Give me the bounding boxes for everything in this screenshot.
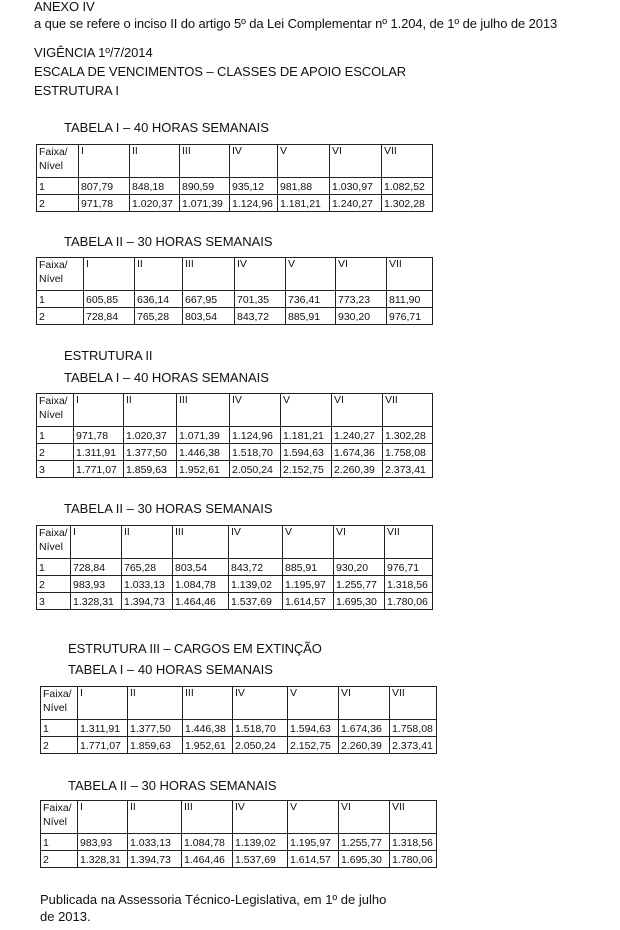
level-header: II bbox=[122, 526, 173, 559]
level-header: VII bbox=[390, 801, 437, 834]
salary-cell: 1.318,56 bbox=[390, 834, 437, 851]
salary-table bbox=[36, 257, 433, 325]
faixa-label: Faixa/ bbox=[39, 146, 68, 158]
salary-cell: 1.614,57 bbox=[283, 593, 334, 610]
salary-cell: 1.181,21 bbox=[278, 195, 330, 212]
salary-cell: 728,84 bbox=[84, 308, 135, 325]
level-header: V bbox=[288, 687, 339, 720]
publication-note-line: Publicada na Assessoria Técnico-Legislativa, em 1º de julho bbox=[40, 892, 387, 907]
table-row bbox=[41, 737, 437, 754]
level-header: II bbox=[135, 258, 183, 291]
level-header: III bbox=[183, 258, 235, 291]
salary-cell: 1.139,02 bbox=[229, 576, 283, 593]
table-row bbox=[37, 195, 433, 212]
faixa-nivel-header bbox=[37, 145, 79, 178]
salary-cell: 1.195,97 bbox=[288, 834, 339, 851]
salary-cell: 1.394,73 bbox=[128, 851, 182, 868]
nivel-label: Nível bbox=[39, 541, 63, 553]
salary-table bbox=[36, 144, 433, 212]
table-header-row bbox=[37, 394, 433, 427]
salary-cell: 1.394,73 bbox=[122, 593, 173, 610]
level-header: V bbox=[278, 145, 330, 178]
salary-cell: 843,72 bbox=[229, 559, 283, 576]
table-header-row bbox=[41, 801, 437, 834]
level-header: V bbox=[288, 801, 339, 834]
annex-reference: a que se refere o inciso II do artigo 5º da Lei Complementar nº 1.204, de 1º de julho de 2013 bbox=[34, 16, 558, 31]
level-header: VI bbox=[336, 258, 387, 291]
salary-cell: 1.311,91 bbox=[78, 720, 128, 737]
table-row bbox=[37, 576, 433, 593]
level-header: I bbox=[78, 687, 128, 720]
faixa-cell: 2 bbox=[37, 576, 71, 593]
vigencia-label: VIGÊNCIA 1º/7/2014 bbox=[34, 45, 153, 60]
level-header: IV bbox=[233, 801, 288, 834]
level-header: II bbox=[128, 687, 183, 720]
salary-cell: 1.758,08 bbox=[390, 720, 437, 737]
salary-cell: 736,41 bbox=[286, 291, 336, 308]
salary-cell: 890,59 bbox=[180, 178, 230, 195]
salary-cell: 765,28 bbox=[122, 559, 173, 576]
table-row bbox=[37, 178, 433, 195]
salary-cell: 2.373,41 bbox=[383, 461, 433, 478]
level-header: II bbox=[128, 801, 182, 834]
table-row bbox=[37, 308, 433, 325]
level-header: I bbox=[79, 145, 130, 178]
salary-cell: 1.780,06 bbox=[385, 593, 433, 610]
salary-cell: 2.152,75 bbox=[281, 461, 332, 478]
annex-title: ANEXO IV bbox=[34, 0, 95, 14]
salary-cell: 1.124,96 bbox=[230, 195, 278, 212]
faixa-cell: 1 bbox=[37, 178, 79, 195]
scale-title: ESCALA DE VENCIMENTOS – CLASSES DE APOIO ESCOLAR bbox=[34, 64, 407, 79]
salary-cell: 1.859,63 bbox=[128, 737, 183, 754]
level-header: V bbox=[286, 258, 336, 291]
salary-cell: 811,90 bbox=[387, 291, 433, 308]
salary-cell: 983,93 bbox=[71, 576, 122, 593]
table-row bbox=[41, 834, 437, 851]
salary-cell: 1.952,61 bbox=[183, 737, 233, 754]
structure-title: ESTRUTURA III – CARGOS EM EXTINÇÃO bbox=[68, 641, 322, 656]
salary-cell: 1.780,06 bbox=[390, 851, 437, 868]
level-header: III bbox=[183, 687, 233, 720]
salary-cell: 773,23 bbox=[336, 291, 387, 308]
level-header: VI bbox=[332, 394, 383, 427]
level-header: I bbox=[74, 394, 124, 427]
salary-cell: 1.464,46 bbox=[173, 593, 229, 610]
nivel-label: Nível bbox=[39, 409, 63, 421]
salary-cell: 2.050,24 bbox=[233, 737, 288, 754]
table-title: TABELA I – 40 HORAS SEMANAIS bbox=[64, 120, 269, 135]
salary-cell: 605,85 bbox=[84, 291, 135, 308]
salary-cell: 1.302,28 bbox=[383, 427, 433, 444]
salary-cell: 848,18 bbox=[130, 178, 180, 195]
salary-cell: 2.152,75 bbox=[288, 737, 339, 754]
salary-cell: 885,91 bbox=[283, 559, 334, 576]
level-header: VI bbox=[334, 526, 385, 559]
salary-cell: 971,78 bbox=[74, 427, 124, 444]
level-header: I bbox=[84, 258, 135, 291]
salary-cell: 728,84 bbox=[71, 559, 122, 576]
level-header: V bbox=[281, 394, 332, 427]
level-header: II bbox=[124, 394, 177, 427]
salary-cell: 2.260,39 bbox=[339, 737, 390, 754]
nivel-label: Nível bbox=[43, 816, 67, 828]
level-header: III bbox=[177, 394, 230, 427]
salary-cell: 1.020,37 bbox=[124, 427, 177, 444]
table-header-row bbox=[37, 258, 433, 291]
faixa-cell: 1 bbox=[37, 559, 71, 576]
faixa-label: Faixa/ bbox=[43, 688, 72, 700]
salary-table bbox=[40, 800, 437, 868]
faixa-cell: 1 bbox=[37, 291, 84, 308]
salary-cell: 803,54 bbox=[183, 308, 235, 325]
faixa-label: Faixa/ bbox=[39, 527, 68, 539]
salary-cell: 976,71 bbox=[385, 559, 433, 576]
salary-table bbox=[36, 393, 433, 478]
faixa-cell: 1 bbox=[41, 720, 78, 737]
salary-cell: 1.674,36 bbox=[332, 444, 383, 461]
salary-cell: 1.084,78 bbox=[173, 576, 229, 593]
salary-cell: 1.695,30 bbox=[334, 593, 385, 610]
salary-cell: 1.302,28 bbox=[382, 195, 433, 212]
faixa-cell: 2 bbox=[37, 444, 74, 461]
nivel-label: Nível bbox=[39, 160, 63, 172]
publication-note bbox=[40, 891, 386, 925]
table-row bbox=[37, 291, 433, 308]
faixa-cell: 2 bbox=[37, 308, 84, 325]
table-header-row bbox=[37, 526, 433, 559]
faixa-cell: 2 bbox=[37, 195, 79, 212]
level-header: V bbox=[283, 526, 334, 559]
level-header: VII bbox=[390, 687, 437, 720]
structure-title: ESTRUTURA I bbox=[34, 83, 119, 98]
salary-cell: 636,14 bbox=[135, 291, 183, 308]
salary-cell: 885,91 bbox=[286, 308, 336, 325]
salary-cell: 1.758,08 bbox=[383, 444, 433, 461]
salary-cell: 803,54 bbox=[173, 559, 229, 576]
table-row bbox=[37, 559, 433, 576]
level-header: VII bbox=[383, 394, 433, 427]
level-header: VII bbox=[387, 258, 433, 291]
salary-cell: 1.518,70 bbox=[233, 720, 288, 737]
salary-cell: 1.071,39 bbox=[177, 427, 230, 444]
level-header: VII bbox=[382, 145, 433, 178]
faixa-cell: 2 bbox=[41, 737, 78, 754]
table-header-row bbox=[41, 687, 437, 720]
salary-cell: 1.033,13 bbox=[128, 834, 182, 851]
faixa-cell: 1 bbox=[41, 834, 78, 851]
salary-cell: 1.082,52 bbox=[382, 178, 433, 195]
salary-cell: 667,95 bbox=[183, 291, 235, 308]
salary-cell: 1.537,69 bbox=[233, 851, 288, 868]
salary-cell: 1.464,46 bbox=[182, 851, 233, 868]
faixa-nivel-header bbox=[37, 526, 71, 559]
salary-cell: 971,78 bbox=[79, 195, 130, 212]
table-row bbox=[41, 851, 437, 868]
faixa-label: Faixa/ bbox=[39, 259, 68, 271]
salary-cell: 1.311,91 bbox=[74, 444, 124, 461]
salary-cell: 1.859,63 bbox=[124, 461, 177, 478]
salary-cell: 1.695,30 bbox=[339, 851, 390, 868]
salary-cell: 2.260,39 bbox=[332, 461, 383, 478]
salary-cell: 983,93 bbox=[78, 834, 128, 851]
salary-cell: 1.771,07 bbox=[78, 737, 128, 754]
salary-cell: 1.377,50 bbox=[128, 720, 183, 737]
faixa-cell: 3 bbox=[37, 461, 74, 478]
salary-cell: 930,20 bbox=[336, 308, 387, 325]
level-header: I bbox=[78, 801, 128, 834]
level-header: IV bbox=[230, 394, 281, 427]
salary-cell: 1.030,97 bbox=[330, 178, 382, 195]
level-header: III bbox=[182, 801, 233, 834]
salary-cell: 1.255,77 bbox=[334, 576, 385, 593]
faixa-cell: 3 bbox=[37, 593, 71, 610]
salary-cell: 976,71 bbox=[387, 308, 433, 325]
faixa-nivel-header bbox=[41, 687, 78, 720]
salary-cell: 1.446,38 bbox=[177, 444, 230, 461]
salary-cell: 935,12 bbox=[230, 178, 278, 195]
salary-cell: 1.318,56 bbox=[385, 576, 433, 593]
faixa-cell: 1 bbox=[37, 427, 74, 444]
salary-cell: 1.614,57 bbox=[288, 851, 339, 868]
salary-cell: 1.181,21 bbox=[281, 427, 332, 444]
level-header: IV bbox=[233, 687, 288, 720]
salary-cell: 701,35 bbox=[235, 291, 286, 308]
salary-cell: 1.771,07 bbox=[74, 461, 124, 478]
salary-cell: 1.594,63 bbox=[288, 720, 339, 737]
faixa-cell: 2 bbox=[41, 851, 78, 868]
level-header: VI bbox=[339, 801, 390, 834]
publication-note-line: de 2013. bbox=[40, 909, 91, 924]
salary-cell: 1.328,31 bbox=[71, 593, 122, 610]
faixa-nivel-header bbox=[37, 394, 74, 427]
table-title: TABELA II – 30 HORAS SEMANAIS bbox=[64, 501, 273, 516]
level-header: II bbox=[130, 145, 180, 178]
salary-cell: 2.050,24 bbox=[230, 461, 281, 478]
table-row bbox=[37, 593, 433, 610]
table-row bbox=[37, 444, 433, 461]
table-title: TABELA II – 30 HORAS SEMANAIS bbox=[68, 778, 277, 793]
salary-cell: 1.195,97 bbox=[283, 576, 334, 593]
faixa-nivel-header bbox=[41, 801, 78, 834]
salary-table bbox=[40, 686, 437, 754]
salary-cell: 981,88 bbox=[278, 178, 330, 195]
level-header: IV bbox=[230, 145, 278, 178]
salary-cell: 1.518,70 bbox=[230, 444, 281, 461]
salary-cell: 1.071,39 bbox=[180, 195, 230, 212]
level-header: VII bbox=[385, 526, 433, 559]
salary-cell: 1.328,31 bbox=[78, 851, 128, 868]
table-row bbox=[41, 720, 437, 737]
salary-cell: 1.446,38 bbox=[183, 720, 233, 737]
salary-cell: 1.594,63 bbox=[281, 444, 332, 461]
nivel-label: Nível bbox=[43, 702, 67, 714]
faixa-label: Faixa/ bbox=[39, 395, 68, 407]
table-row bbox=[37, 427, 433, 444]
salary-cell: 1.240,27 bbox=[332, 427, 383, 444]
table-row bbox=[37, 461, 433, 478]
salary-cell: 1.255,77 bbox=[339, 834, 390, 851]
structure-title: ESTRUTURA II bbox=[64, 348, 153, 363]
faixa-label: Faixa/ bbox=[43, 802, 72, 814]
level-header: III bbox=[180, 145, 230, 178]
salary-cell: 807,79 bbox=[79, 178, 130, 195]
level-header: IV bbox=[229, 526, 283, 559]
salary-cell: 1.377,50 bbox=[124, 444, 177, 461]
salary-cell: 1.952,61 bbox=[177, 461, 230, 478]
salary-cell: 1.033,13 bbox=[122, 576, 173, 593]
table-title: TABELA I – 40 HORAS SEMANAIS bbox=[68, 662, 273, 677]
salary-cell: 843,72 bbox=[235, 308, 286, 325]
salary-cell: 1.139,02 bbox=[233, 834, 288, 851]
table-title: TABELA II – 30 HORAS SEMANAIS bbox=[64, 234, 273, 249]
salary-cell: 1.020,37 bbox=[130, 195, 180, 212]
level-header: III bbox=[173, 526, 229, 559]
table-header-row bbox=[37, 145, 433, 178]
salary-cell: 1.674,36 bbox=[339, 720, 390, 737]
salary-cell: 1.084,78 bbox=[182, 834, 233, 851]
faixa-nivel-header bbox=[37, 258, 84, 291]
level-header: I bbox=[71, 526, 122, 559]
salary-cell: 1.240,27 bbox=[330, 195, 382, 212]
nivel-label: Nível bbox=[39, 273, 63, 285]
level-header: VI bbox=[330, 145, 382, 178]
level-header: IV bbox=[235, 258, 286, 291]
salary-cell: 1.537,69 bbox=[229, 593, 283, 610]
salary-cell: 2.373,41 bbox=[390, 737, 437, 754]
salary-table bbox=[36, 525, 433, 610]
salary-cell: 930,20 bbox=[334, 559, 385, 576]
salary-cell: 765,28 bbox=[135, 308, 183, 325]
table-title: TABELA I – 40 HORAS SEMANAIS bbox=[64, 370, 269, 385]
level-header: VI bbox=[339, 687, 390, 720]
salary-cell: 1.124,96 bbox=[230, 427, 281, 444]
